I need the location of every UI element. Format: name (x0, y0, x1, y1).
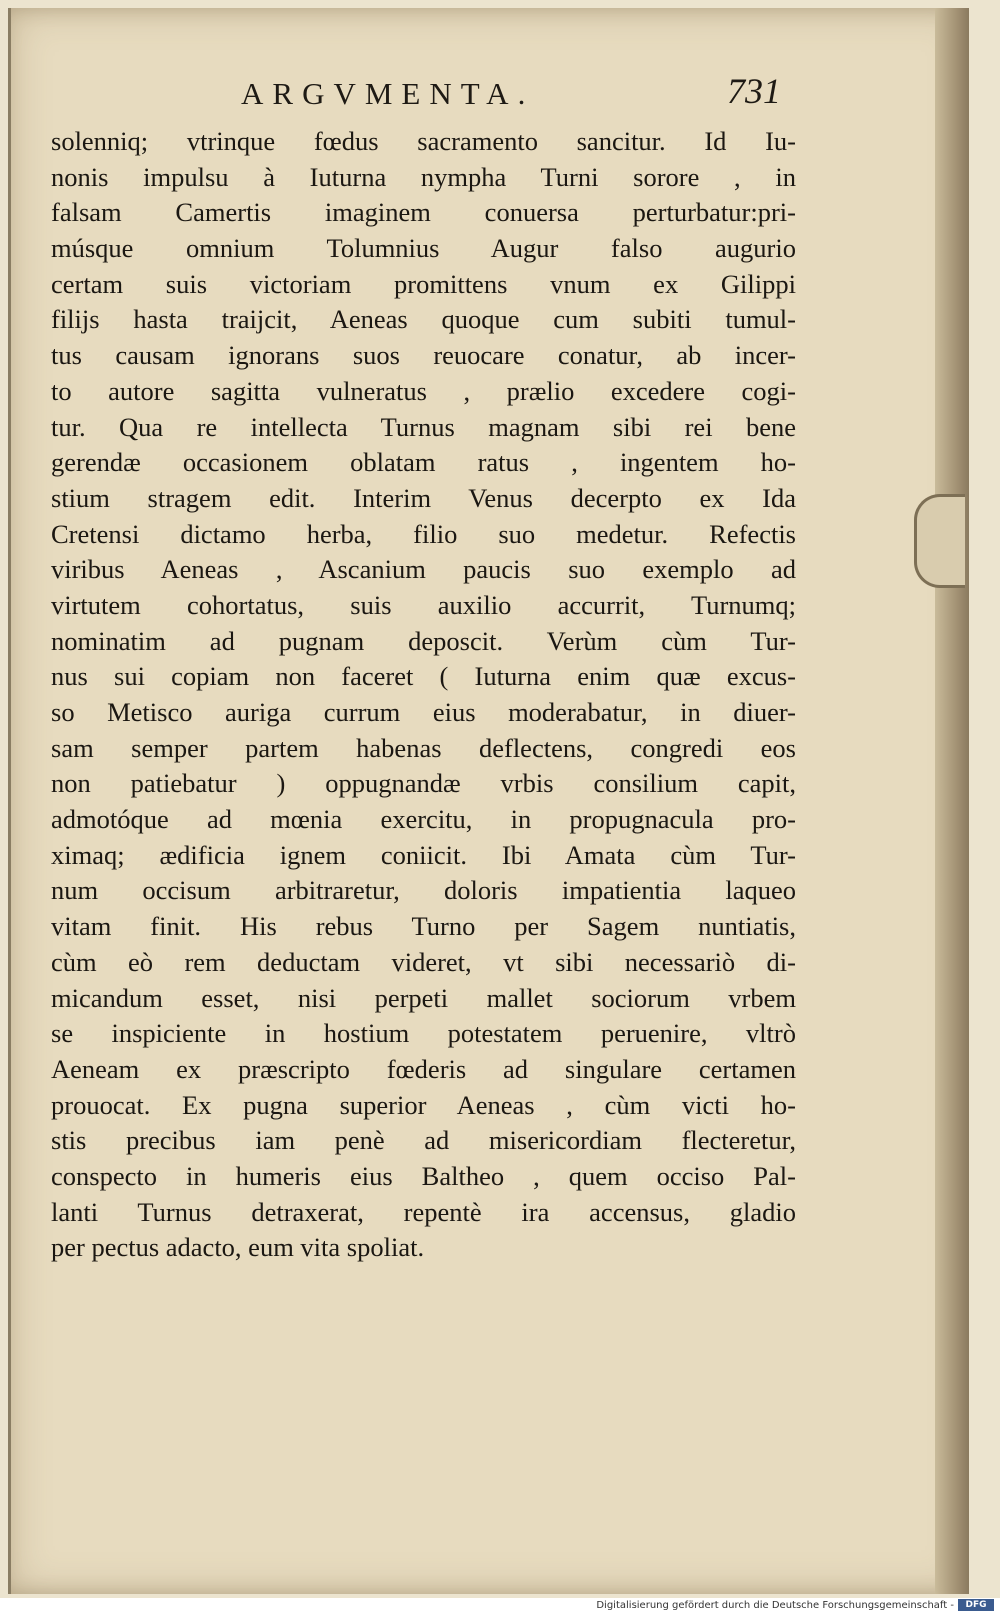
text-line: num occisum arbitraretur, doloris impatientia laqueo (51, 875, 796, 906)
text-line: filijs hasta traijcit, Aeneas quoque cum subiti tumul- (51, 304, 796, 335)
text-line: Cretensi dictamo herba, filio suo medetur. Refectis (51, 518, 796, 549)
page-tab (914, 494, 965, 588)
text-line: conspecto in humeris eius Baltheo , quem occiso Pal- (51, 1160, 796, 1191)
dfg-logo[interactable]: DFG (958, 1599, 994, 1611)
text-line: Aeneam ex præscripto fœderis ad singulare certamen (51, 1053, 796, 1084)
book-page (8, 8, 969, 1594)
text-line: so Metisco auriga currum eius moderabatur, in diuer- (51, 697, 796, 727)
text-line: gerendæ occasionem oblatam ratus , ingentem ho- (51, 447, 796, 478)
page-edge (935, 8, 969, 1594)
text-line: virtutem cohortatus, suis auxilio accurrit, Turnumq; (51, 589, 796, 620)
text-line: nominatim ad pugnam deposcit. Verùm cùm Tur- (51, 625, 796, 656)
text-line: ximaq; ædificia ignem coniicit. Ibi Amata cùm Tur- (51, 839, 796, 870)
text-line: nonis impulsu à Iuturna nympha Turni sorore , in (51, 161, 796, 192)
footer-bar (0, 1598, 1000, 1614)
text-line: vitam finit. His rebus Turno per Sagem nuntiatis, (51, 911, 796, 942)
text-line: to autore sagitta vulneratus , prælio excedere cogi- (51, 375, 796, 406)
text-line: se inspiciente in hostium potestatem peruenire, vltrò (51, 1018, 796, 1049)
text-line: falsam Camertis imaginem conuersa perturbatur:pri- (51, 197, 796, 228)
text-line: cùm eò rem deductam videret, vt sibi necessariò di- (51, 946, 796, 977)
text-line: certam suis victoriam promittens vnum ex Gilippi (51, 268, 796, 299)
running-title: ARGVMENTA. (241, 76, 535, 111)
text-line: tus causam ignorans suos reuocare conatur, ab incer- (51, 340, 796, 371)
text-line: solenniq; vtrinque fœdus sacramento sancitur. Id Iu- (51, 126, 796, 156)
text-line: admotóque ad mœnia exercitu, in propugnacula pro- (51, 804, 796, 835)
body-text (51, 124, 796, 1266)
page-number: 731 (727, 71, 781, 111)
text-line: sam semper partem habenas deflectens, congredi eos (51, 732, 796, 763)
text-line: tur. Qua re intellecta Turnus magnam sibi rei bene (51, 411, 796, 442)
footer-credit: Digitalisierung gefördert durch die Deutsche Forschungsgemeinschaft - (596, 1600, 954, 1611)
text-line: viribus Aeneas , Ascanium paucis suo exemplo ad (51, 554, 796, 585)
text-line: prouocat. Ex pugna superior Aeneas , cùm victi ho- (51, 1089, 796, 1120)
text-line: micandum esset, nisi perpeti mallet sociorum vrbem (51, 982, 796, 1013)
text-line: stium stragem edit. Interim Venus decerpto ex Ida (51, 482, 796, 513)
text-line: per pectus adacto, eum vita spoliat. (51, 1232, 425, 1263)
text-line: músque omnium Tolumnius Augur falso augurio (51, 233, 796, 264)
page-header (241, 71, 781, 120)
text-line: stis precibus iam penè ad misericordiam flecteretur, (51, 1125, 796, 1156)
text-line: nus sui copiam non faceret ( Iuturna enim quæ excus- (51, 661, 796, 692)
text-line: non patiebatur ) oppugnandæ vrbis consilium capit, (51, 768, 796, 799)
text-line: lanti Turnus detraxerat, repentè ira accensus, gladio (51, 1196, 796, 1227)
